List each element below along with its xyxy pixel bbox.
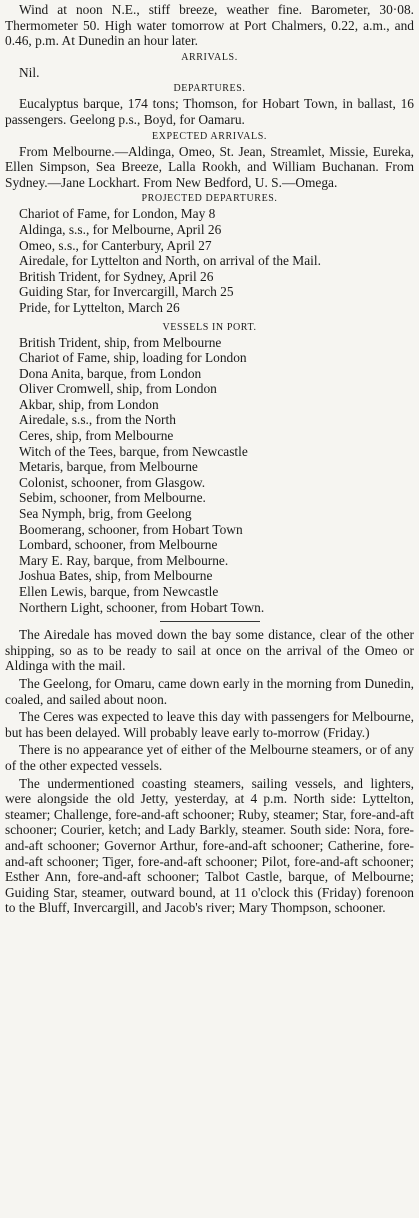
vessels-in-port-heading: VESSELS IN PORT. xyxy=(162,321,257,333)
list-item: Airedale, s.s., from the North xyxy=(19,412,176,428)
list-item: Oliver Cromwell, ship, from London xyxy=(19,381,217,397)
vessels-in-port-list xyxy=(5,335,414,616)
list-item: Omeo, s.s., for Canterbury, April 27 xyxy=(19,237,212,253)
list-item: Ellen Lewis, barque, from Newcastle xyxy=(19,584,219,599)
list-item: Sea Nymph, brig, from Geelong xyxy=(19,506,192,522)
list-item: Northern Light, schooner, from Hobart Town. xyxy=(19,599,265,615)
arrivals-text: Nil. xyxy=(19,64,40,80)
list-item: Mary E. Ray, barque, from Melbourne. xyxy=(19,552,229,568)
projected-departures-heading: PROJECTED DEPARTURES. xyxy=(141,193,278,205)
list-item: Airedale, for Lyttelton and North, on arrival of the Mail. xyxy=(19,253,321,269)
list-item: British Trident, for Sydney, April 26 xyxy=(19,268,214,284)
list-item: British Trident, ship, from Melbourne xyxy=(19,334,222,350)
note-paragraph: The Ceres was expected to leave this day with passengers for Melbourne, but has been delayed. Will probably leave early to-morrow (Friday.) xyxy=(5,709,414,740)
projected-departures-list xyxy=(5,206,414,315)
note-paragraph: The Geelong, for Omaru, came down early in the morning from Dunedin, coaled, and sailed about noon. xyxy=(5,675,414,707)
list-item: Ceres, ship, from Melbourne xyxy=(19,428,174,444)
list-item: Chariot of Fame, for London, May 8 xyxy=(19,206,216,222)
list-item: Joshua Bates, ship, from Melbourne xyxy=(19,568,213,584)
list-item: Metaris, barque, from Melbourne xyxy=(19,459,198,475)
list-item: Akbar, ship, from London xyxy=(19,396,159,412)
expected-arrivals-text: From Melbourne.—Aldinga, Omeo, St. Jean, Streamlet, Missie, Eureka, Ellen Simpson, Sea Breeze, Lalla Rookh, and William Buchanan. From Sydney.—Jane Lockhart. From New Bedford, U. S.—Omega. xyxy=(5,143,414,190)
list-item: Dona Anita, barque, from London xyxy=(19,365,202,381)
list-item: Lombard, schooner, from Melbourne xyxy=(19,537,218,553)
list-item: Witch of the Tees, barque, from Newcastle xyxy=(19,443,248,459)
departures-text: Eucalyptus barque, 174 tons; Thomson, for Hobart Town, in ballast, 16 passengers. Geelong p.s., Boyd, for Oamaru. xyxy=(5,96,414,127)
list-item: Boomerang, schooner, from Hobart Town xyxy=(19,521,243,537)
list-item: Pride, for Lyttelton, March 26 xyxy=(19,299,180,315)
list-item: Colonist, schooner, from Glasgow. xyxy=(19,474,206,490)
expected-arrivals-heading: EXPECTED ARRIVALS. xyxy=(151,130,268,142)
note-paragraph: The undermentioned coasting steamers, sailing vessels, and lighters, were alongside the old Jetty, yesterday, at 4 p.m. North side: Lyttelton, steamer; Challenge, fore-and-aft schooner; Ruby, steamer; Star, fore-and-aft schooner; Courier, ketch; and Lady Barkly, steamer. South side: Nora, fore-and-aft schooner; Governor Arthur, fore-and-aft schooner; Catherine, fore-and-aft schooner; Tiger, fore-and-aft schooner; Pilot, fore-and-aft schooner; Esther Ann, fore-and-aft schooner; Talbot Castle, barque, of Melbourne; Guiding Star, steamer, outward bound, at 11 o'clock this (Friday) forenoon to the Bluff, Invercargill, and Jacob's river; Mary Thompson, schooner. xyxy=(5,775,414,916)
list-item: Chariot of Fame, ship, loading for London xyxy=(19,350,247,366)
list-item: Sebim, schooner, from Melbourne. xyxy=(19,490,206,506)
list-item: Aldinga, s.s., for Melbourne, April 26 xyxy=(19,221,222,237)
list-item: Guiding Star, for Invercargill, March 25 xyxy=(19,284,234,300)
note-paragraph: There is no appearance yet of either of the Melbourne steamers, or of any of the other expected vessels. xyxy=(5,742,414,773)
departures-heading: DEPARTURES. xyxy=(173,83,246,95)
note-paragraph: The Airedale has moved down the bay some distance, clear of the other shipping, so as to be ready to sail at once on the arrival of the Omeo or Aldinga with the mail. xyxy=(5,627,414,674)
weather-report: Wind at noon N.E., stiff breeze, weather fine. Barometer, 30·08. Thermometer 50. High water tomorrow at Port Chalmers, 0.22, a.m., and 0.46, p.m. At Dunedin an hour later. xyxy=(5,2,414,49)
arrivals-heading: ARRIVALS. xyxy=(181,51,238,63)
section-divider xyxy=(160,621,260,622)
